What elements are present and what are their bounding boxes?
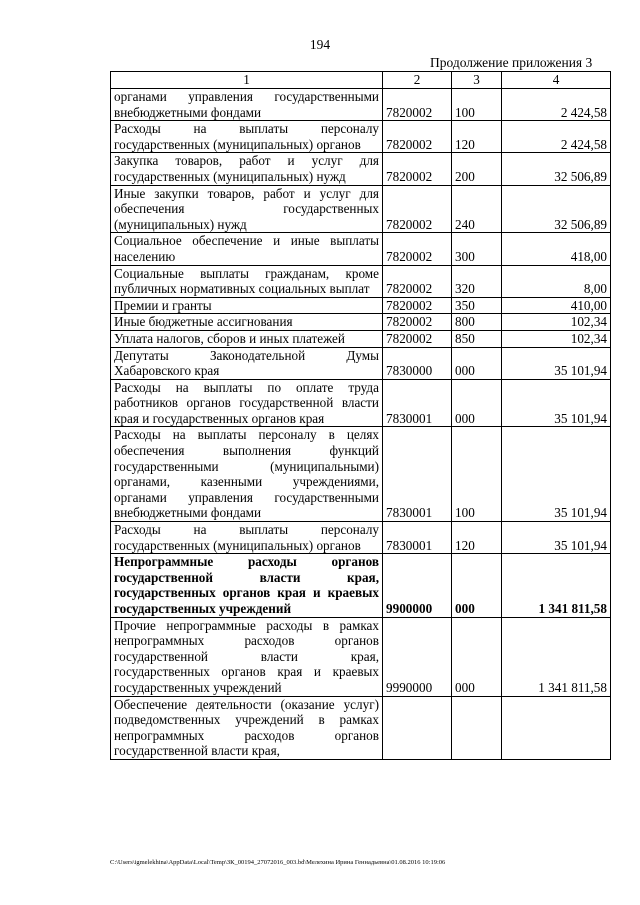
cell-kind: 000 [452,617,502,696]
cell-kind: 240 [452,185,502,233]
cell-kind: 000 [452,554,502,617]
table-row [111,554,611,617]
cell-kind: 350 [452,297,502,314]
table-row [111,330,611,347]
cell-code: 9900000 [383,554,452,617]
cell-name: Иные закупки товаров, работ и услуг для обеспечения государственных (муниципальных) нужд [111,185,383,233]
cell-name: Расходы на выплаты по оплате труда работников органов государственной власти края и государственных органов края [111,379,383,427]
cell-name: Прочие непрограммные расходы в рамках непрограммных расходов органов государственной власти края, государственных органов края и краевых государственных учреждений [111,617,383,696]
table-row [111,314,611,331]
cell-sum: 2 424,58 [502,121,611,153]
table-row [111,696,611,759]
table-body [111,89,611,760]
header-col-4: 4 [502,72,611,89]
cell-sum: 1 341 811,58 [502,617,611,696]
cell-name: Расходы на выплаты персоналу государственных (муниципальных) органов [111,522,383,554]
cell-code: 7830000 [383,347,452,379]
cell-code: 7830001 [383,522,452,554]
page-number: 194 [309,37,331,52]
cell-code: 7820002 [383,153,452,185]
cell-code: 9990000 [383,617,452,696]
cell-sum: 35 101,94 [502,379,611,427]
cell-code: 7820002 [383,233,452,265]
cell-code: 7820002 [383,121,452,153]
cell-sum: 410,00 [502,297,611,314]
cell-name: Иные бюджетные ассигнования [111,314,383,331]
table-row [111,617,611,696]
cell-kind: 320 [452,265,502,297]
continuation-caption: Продолжение приложения 3 [430,55,593,70]
cell-sum: 418,00 [502,233,611,265]
header-col-1: 1 [111,72,383,89]
cell-name: органами управления государственными внебюджетными фондами [111,89,383,121]
cell-name: Закупка товаров, работ и услуг для государственных (муниципальных) нужд [111,153,383,185]
cell-code: 7820002 [383,265,452,297]
cell-code: 7820002 [383,330,452,347]
table-row [111,522,611,554]
cell-sum: 102,34 [502,314,611,331]
cell-name: Расходы на выплаты персоналу в целях обеспечения выполнения функций государственными (муниципальными) органами, казенными учреждениями, органами управления государственными внебюджетными фондами [111,427,383,522]
cell-sum: 32 506,89 [502,185,611,233]
cell-kind [452,696,502,759]
header-col-3: 3 [452,72,502,89]
table-header-row [111,72,611,89]
table-row [111,233,611,265]
cell-name: Социальное обеспечение и иные выплаты населению [111,233,383,265]
table-row [111,427,611,522]
header-col-2: 2 [383,72,452,89]
table-row [111,297,611,314]
budget-table [110,71,611,760]
cell-name: Расходы на выплаты персоналу государственных (муниципальных) органов [111,121,383,153]
cell-kind: 800 [452,314,502,331]
cell-code: 7830001 [383,427,452,522]
cell-sum: 32 506,89 [502,153,611,185]
cell-sum [502,696,611,759]
cell-name: Социальные выплаты гражданам, кроме публичных нормативных социальных выплат [111,265,383,297]
table-row [111,153,611,185]
cell-code: 7820002 [383,89,452,121]
cell-kind: 300 [452,233,502,265]
cell-code: 7830001 [383,379,452,427]
table-row [111,89,611,121]
cell-sum: 35 101,94 [502,347,611,379]
cell-sum: 2 424,58 [502,89,611,121]
cell-code: 7820002 [383,297,452,314]
cell-kind: 000 [452,347,502,379]
cell-name: Депутаты Законодательной Думы Хабаровского края [111,347,383,379]
cell-code: 7820002 [383,314,452,331]
cell-name: Уплата налогов, сборов и иных платежей [111,330,383,347]
cell-sum: 35 101,94 [502,427,611,522]
cell-code [383,696,452,759]
table-row [111,121,611,153]
cell-name: Обеспечение деятельности (оказание услуг) подведомственных учреждений в рамках непрограммных расходов органов государственной власти края, [111,696,383,759]
cell-kind: 100 [452,427,502,522]
cell-sum: 1 341 811,58 [502,554,611,617]
cell-sum: 35 101,94 [502,522,611,554]
cell-code: 7820002 [383,185,452,233]
table-row [111,379,611,427]
cell-kind: 100 [452,89,502,121]
cell-kind: 850 [452,330,502,347]
table-row [111,185,611,233]
table-row [111,347,611,379]
cell-kind: 200 [452,153,502,185]
cell-kind: 120 [452,121,502,153]
cell-sum: 8,00 [502,265,611,297]
cell-name: Непрограммные расходы органов государственной власти края, государственных органов края и краевых государственных учреждений [111,554,383,617]
table-row [111,265,611,297]
cell-kind: 120 [452,522,502,554]
cell-name: Премии и гранты [111,297,383,314]
file-path-footer: C:\Users\igmelekhina\AppData\Local\Temp\ЗК_00194_27072016_003.bd\Мелехина Ирина Геннадьевна\01.08.2016 10:19:06 [110,859,446,866]
cell-sum: 102,34 [502,330,611,347]
cell-kind: 000 [452,379,502,427]
